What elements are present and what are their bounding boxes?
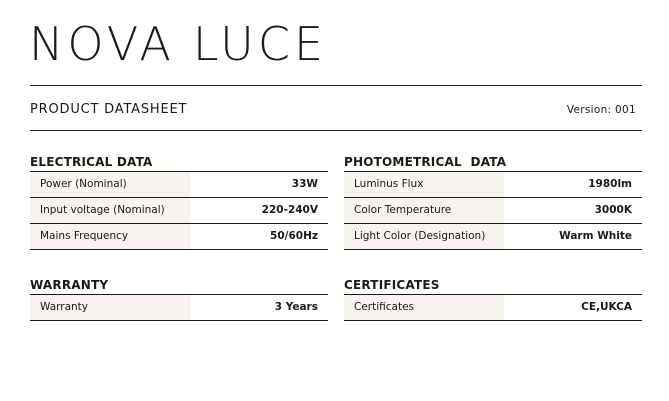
version-value: 001 bbox=[615, 104, 636, 116]
row-label: Input voltage (Nominal) bbox=[30, 198, 190, 223]
warranty-section bbox=[30, 276, 328, 321]
row-label: Light Color (Designation) bbox=[344, 224, 504, 249]
warranty-table bbox=[30, 294, 328, 321]
header-top-rule bbox=[30, 85, 642, 86]
table-row bbox=[30, 172, 328, 198]
row-label: Power (Nominal) bbox=[30, 172, 190, 197]
certificates-section bbox=[344, 276, 642, 321]
version-info bbox=[567, 104, 636, 116]
warranty-title: WARRANTY bbox=[30, 278, 109, 292]
certificates-title: CERTIFICATES bbox=[344, 278, 440, 292]
row-label: Mains Frequency bbox=[30, 224, 190, 249]
electrical-data-section bbox=[30, 153, 328, 250]
electrical-data-title: ELECTRICAL DATA bbox=[30, 155, 153, 169]
row-value: 3000K bbox=[594, 204, 632, 216]
version-label: Version: bbox=[566, 104, 612, 116]
brand-name-part1: NOVA bbox=[29, 17, 175, 71]
photometrical-data-table bbox=[344, 171, 642, 250]
row-label: Certificates bbox=[344, 295, 504, 320]
document-title: PRODUCT DATASHEET bbox=[30, 102, 188, 117]
electrical-data-table bbox=[30, 171, 328, 250]
row-value: 3 Years bbox=[274, 301, 318, 313]
photometrical-data-section bbox=[344, 153, 642, 250]
row-value: CE,UKCA bbox=[581, 301, 632, 313]
table-row bbox=[344, 172, 642, 198]
table-row bbox=[30, 198, 328, 224]
table-row bbox=[30, 295, 328, 321]
table-row bbox=[30, 224, 328, 250]
table-row bbox=[344, 224, 642, 250]
header-bottom-rule bbox=[30, 130, 642, 131]
brand-logo bbox=[29, 17, 328, 71]
brand-name-part2: LUCE bbox=[192, 17, 328, 71]
row-value: 1980lm bbox=[588, 178, 632, 190]
row-value: Warm White bbox=[559, 230, 632, 242]
row-label: Color Temperature bbox=[344, 198, 504, 223]
row-label: Warranty bbox=[30, 295, 190, 320]
photometrical-data-title: PHOTOMETRICAL DATA bbox=[344, 155, 507, 169]
row-value: 50/60Hz bbox=[270, 230, 318, 242]
table-row bbox=[344, 198, 642, 224]
table-row bbox=[344, 295, 642, 321]
row-value: 220-240V bbox=[261, 204, 318, 216]
certificates-table bbox=[344, 294, 642, 321]
row-value: 33W bbox=[291, 178, 318, 190]
row-label: Luminus Flux bbox=[344, 172, 504, 197]
